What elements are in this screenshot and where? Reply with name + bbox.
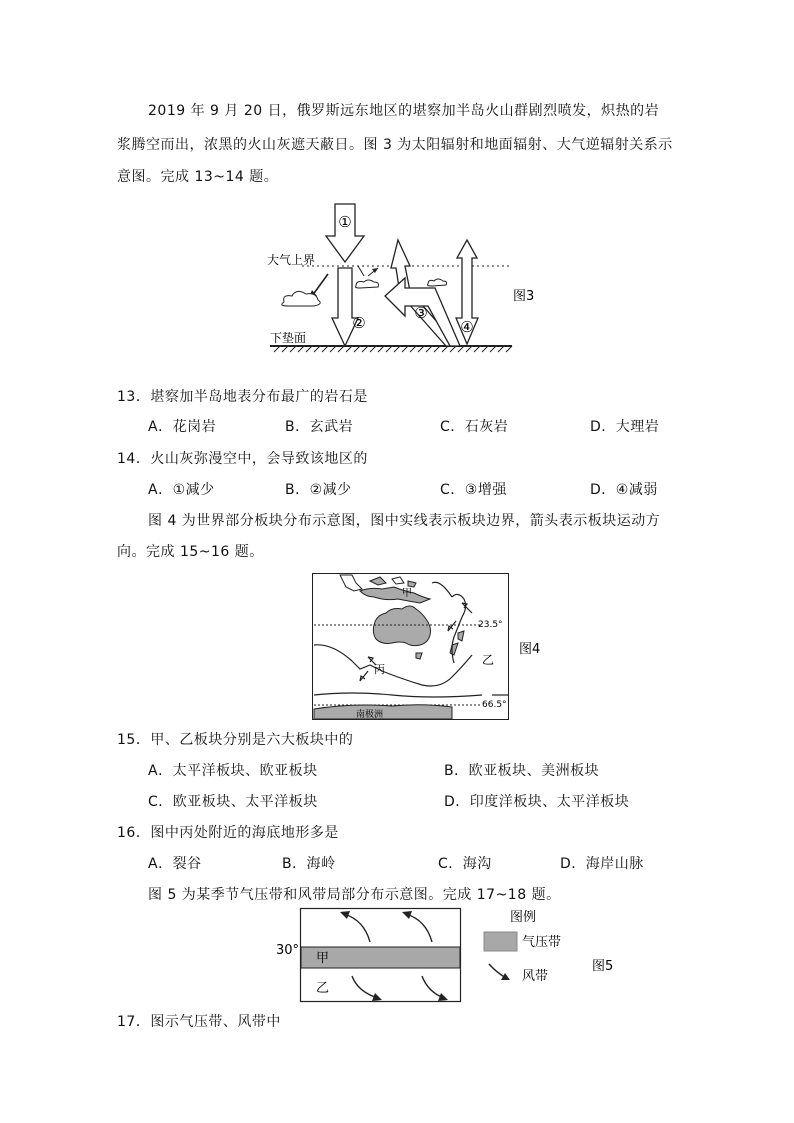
intro2-line1: 图 4 为世界部分板块分布示意图，图中实线表示板块边界，箭头表示板块运动方: [148, 513, 661, 529]
fig3-mark-3: ③: [414, 304, 428, 322]
arrow-2: [332, 268, 358, 346]
q16-stem: 16．图中丙处附近的海底地形多是: [117, 825, 339, 841]
figure-3: [260, 196, 560, 356]
fig4-lat1: 23.5°: [478, 620, 503, 630]
q17-stem: 17．图示气压带、风带中: [117, 1014, 281, 1030]
q15-option-b[interactable]: B．欧亚板块、美洲板块: [444, 763, 600, 779]
q14-stem: 14．火山灰弥漫空中，会导致该地区的: [117, 451, 368, 467]
q15-option-a[interactable]: A．太平洋板块、欧亚板块: [148, 763, 318, 779]
intro2-line2: 向。完成 15~16 题。: [117, 544, 264, 560]
legend-pressure-swatch: [484, 932, 517, 951]
figure-4: [312, 573, 572, 723]
fig5-yi: 乙: [316, 981, 330, 996]
fig3-mark-2: ②: [352, 314, 366, 332]
fig3-upper-label: 大气上界: [267, 253, 316, 267]
q15-option-c[interactable]: C．欧亚板块、太平洋板块: [148, 794, 318, 810]
legend-wind-label: 风带: [522, 969, 549, 984]
q14-option-d[interactable]: D．④减弱: [590, 482, 658, 498]
legend-pressure-label: 气压带: [522, 935, 562, 950]
fig3-mark-1: ①: [338, 213, 352, 231]
intro1-line2: 浆腾空而出，浓黑的火山灰遮天蔽日。图 3 为太阳辐射和地面辐射、大气逆辐射关系示: [117, 137, 673, 153]
fig5-lat: 30°: [276, 943, 300, 958]
fig3-lower-label: 下垫面: [270, 331, 307, 345]
q13-option-b[interactable]: B．玄武岩: [285, 419, 354, 435]
q13-stem: 13．堪察加半岛地表分布最广的岩石是: [117, 389, 368, 405]
q14-option-c[interactable]: C．③增强: [440, 482, 507, 498]
fig4-antarctica-label: 南极洲: [356, 710, 384, 720]
fig4-caption: 图4: [519, 642, 541, 657]
q15-stem: 15．甲、乙板块分别是六大板块中的: [117, 732, 354, 748]
q13-option-d[interactable]: D．大理岩: [590, 419, 660, 435]
fig3-caption: 图3: [513, 289, 535, 304]
q14-option-a[interactable]: A．①减少: [148, 482, 215, 498]
cloud-right: [428, 279, 447, 286]
intro1-line3: 意图。完成 13~14 题。: [117, 169, 279, 185]
q13-option-a[interactable]: A．花岗岩: [148, 419, 217, 435]
fig5-caption: 图5: [592, 959, 614, 974]
q16-option-c[interactable]: C．海沟: [438, 856, 492, 872]
q13-option-c[interactable]: C．石灰岩: [440, 419, 509, 435]
q16-option-d[interactable]: D．海岸山脉: [560, 856, 644, 872]
fig4-plate-bing: 丙: [374, 663, 385, 676]
fig4-lat2: 66.5°: [482, 700, 507, 710]
figure-5: [272, 906, 632, 1006]
intro1-line1: 2019 年 9 月 20 日，俄罗斯远东地区的堪察加半岛火山群剧烈喷发，炽热的岩: [148, 103, 660, 119]
q16-option-b[interactable]: B．海岭: [282, 856, 336, 872]
intro3-line1: 图 5 为某季节气压带和风带局部分布示意图。完成 17~18 题。: [148, 887, 561, 903]
fig4-plate-jia: 甲: [402, 588, 412, 599]
fig5-jia: 甲: [316, 951, 330, 966]
legend-title: 图例: [510, 910, 537, 925]
cloud-mid: [356, 280, 379, 288]
q16-option-a[interactable]: A．裂谷: [148, 856, 202, 872]
q15-option-d[interactable]: D．印度洋板块、太平洋板块: [444, 794, 630, 810]
fig3-mark-4: ④: [460, 318, 474, 336]
q14-option-b[interactable]: B．②减少: [285, 482, 352, 498]
fig4-plate-yi: 乙: [482, 653, 495, 667]
